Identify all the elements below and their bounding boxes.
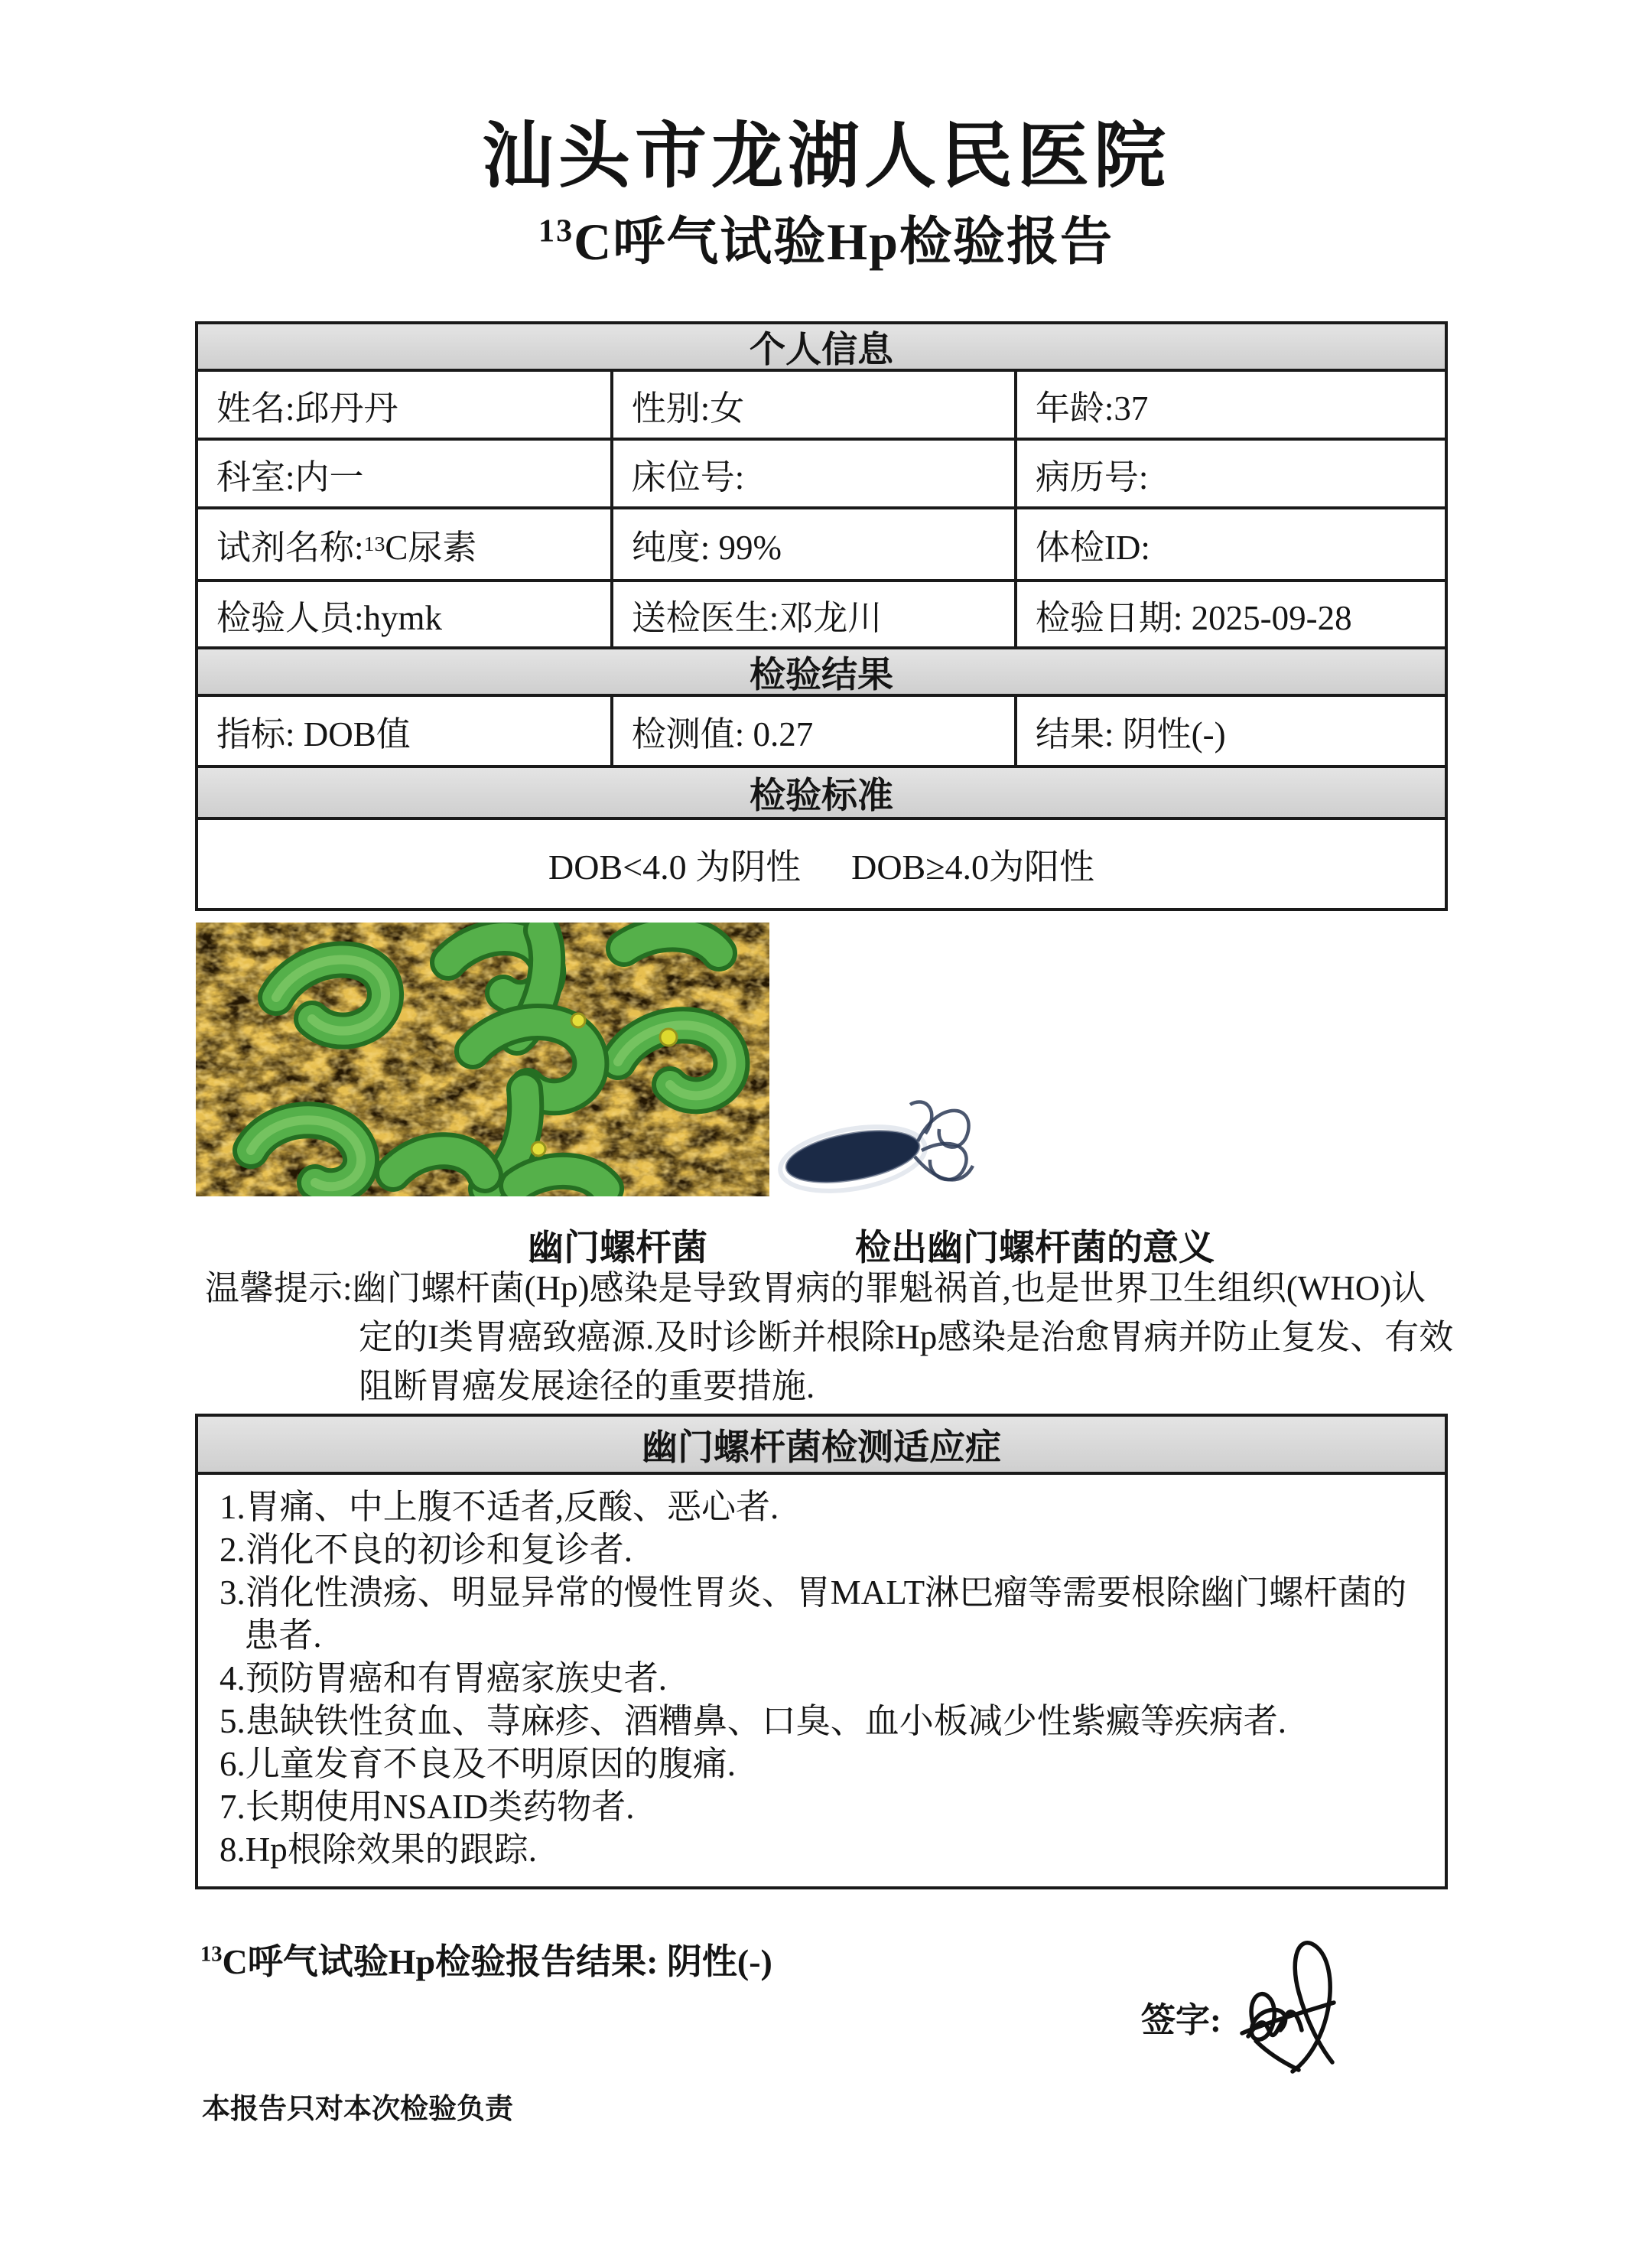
footer-note: 本报告只对本次检验负责: [202, 2094, 513, 2125]
signature-label: 签字:: [1141, 2001, 1221, 2039]
micrograph-caption: 幽门螺杆菌: [528, 1229, 707, 1268]
field-patient-name: 姓名:邱丹丹: [198, 372, 613, 438]
report-table: [195, 321, 1448, 911]
field-indicator: 指标: DOB值: [198, 697, 613, 765]
report-title: [0, 200, 1652, 275]
reagent-label: 试剂名称:: [216, 529, 364, 567]
warm-tips: [205, 1264, 1459, 1411]
indication-item: 8.Hp根除效果的跟踪.: [220, 1831, 537, 1869]
indication-item: 7.长期使用NSAID类药物者.: [220, 1788, 635, 1826]
section-header-test-result: 检验结果: [198, 649, 1445, 697]
indication-item: 3.消化性溃疡、明显异常的慢性胃炎、胃MALT淋巴瘤等需要根除幽门螺杆菌的患者.: [220, 1573, 1407, 1655]
indications-table: [195, 1414, 1448, 1889]
standard-negative: DOB<4.0 为阴性: [548, 847, 802, 887]
standard-positive: DOB≥4.0为阳性: [851, 847, 1094, 887]
standard-row: [198, 820, 1445, 908]
conclusion-line: [200, 1934, 772, 1984]
superscript-13: 13: [538, 213, 574, 249]
table-row: [198, 509, 1445, 582]
field-reagent-name: 试剂名称: 13 C尿素: [198, 509, 613, 579]
field-exam-date: 检验日期: 2025-09-28: [1035, 598, 1352, 637]
field-record-number: 病历号:: [1035, 457, 1149, 496]
table-row: [198, 441, 1445, 509]
field-age: 年龄:37: [1035, 389, 1149, 428]
table-row: [198, 697, 1445, 768]
field-examiner: 检验人员:hymk: [198, 582, 613, 646]
field-exam-id: 体检ID:: [1035, 529, 1150, 567]
indication-item: 6.儿童发育不良及不明原因的腹痛.: [220, 1745, 737, 1783]
superscript-13: 13: [200, 1942, 223, 1967]
meaning-caption: 检出幽门螺杆菌的意义: [855, 1229, 1215, 1268]
field-measured-value: 检测值: 0.27: [613, 697, 1017, 765]
conclusion-text: C呼气试验Hp检验报告结果: 阴性(-): [222, 1942, 772, 1981]
section-header-personal-info: 个人信息: [198, 324, 1445, 372]
section-header-indications: 幽门螺杆菌检测适应症: [198, 1417, 1445, 1475]
table-row: [198, 372, 1445, 441]
field-referring-doctor: 送检医生:邓龙川: [613, 582, 1017, 646]
flagella: [910, 1102, 973, 1180]
signature-image: [1225, 1935, 1355, 2084]
table-row: [198, 582, 1445, 649]
indication-item: 5.患缺铁性贫血、荨麻疹、酒糟鼻、口臭、血小板减少性紫癜等疾病者.: [220, 1702, 1287, 1740]
field-bed-number: 床位号:: [613, 441, 1017, 506]
indication-item: 4.预防胃癌和有胃癌家族史者.: [220, 1659, 668, 1697]
field-gender: 性别:女: [613, 372, 1017, 438]
hp-bacterium-image: [765, 1080, 979, 1210]
indications-list: [198, 1475, 1445, 1886]
warm-tips-text: 幽门螺杆菌(Hp)感染是导致胃病的罪魁祸首,也是世界卫生组织(WHO)认定的I类胃癌致癌源.及时诊断并根除Hp感染是治愈胃病并防止复发、有效阻断胃癌发展途径的重要措施.: [352, 1269, 1454, 1405]
field-department: 科室:内一: [198, 441, 613, 506]
hp-micrograph-image: [196, 923, 769, 1196]
report-title-text: C呼气试验Hp检验报告: [574, 213, 1114, 271]
indication-item: 2.消化不良的初诊和复诊者.: [220, 1531, 633, 1569]
field-result: 结果: 阴性(-): [1035, 715, 1226, 753]
section-header-test-standard: 检验标准: [198, 768, 1445, 820]
indication-item: 1.胃痛、中上腹不适者,反酸、恶心者.: [220, 1488, 779, 1526]
reagent-value: C尿素: [385, 529, 477, 567]
warm-tips-label: 温馨提示:: [205, 1269, 353, 1307]
field-purity: 纯度: 99%: [613, 509, 1017, 579]
hospital-name: 汕头市龙湖人民医院: [481, 117, 1170, 197]
